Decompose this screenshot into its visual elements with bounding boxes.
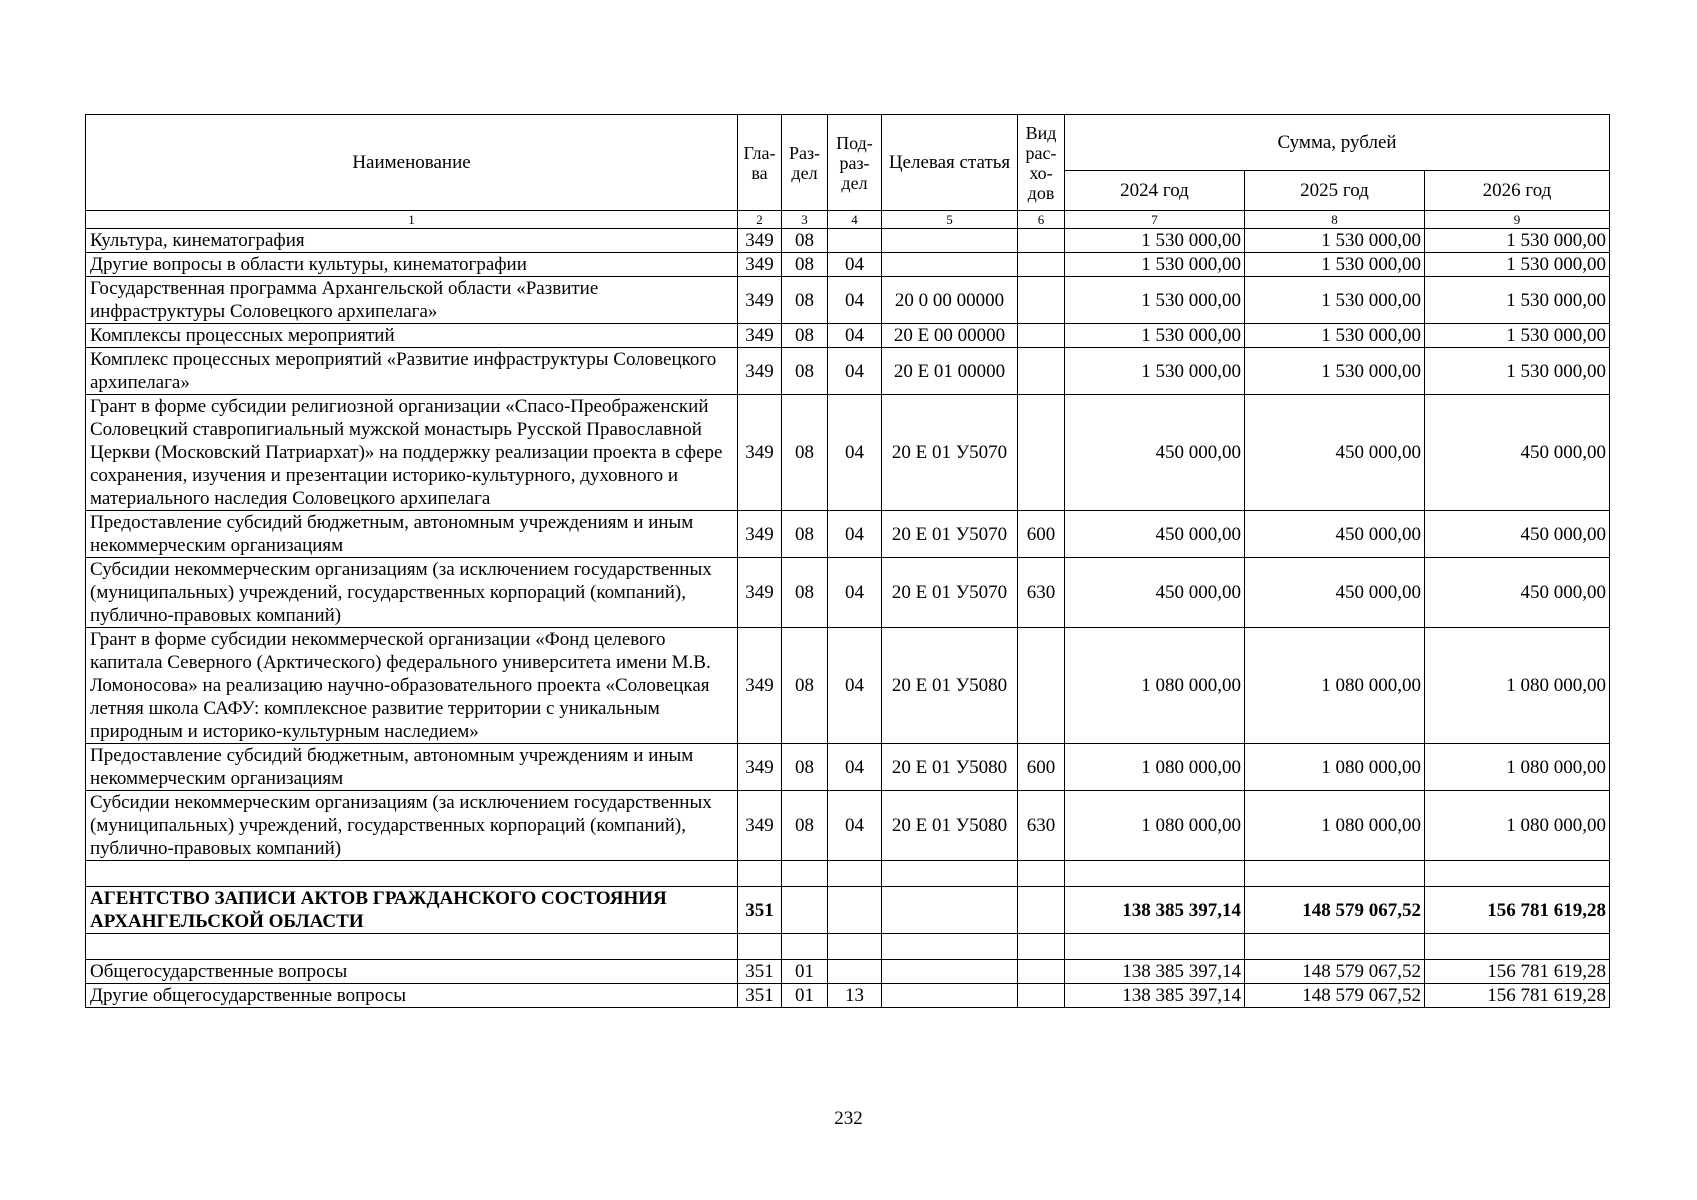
cell-subsection: 04 — [828, 324, 882, 348]
cell-sum-2024 — [1065, 934, 1245, 960]
cell-expense-type — [1018, 861, 1065, 887]
cell-chapter: 349 — [738, 277, 782, 324]
cell-sum-2025: 1 530 000,00 — [1245, 277, 1425, 324]
cell-sum-2026: 1 080 000,00 — [1425, 628, 1610, 744]
cell-section — [782, 861, 828, 887]
cell-subsection — [828, 887, 882, 934]
cell-target-article: 20 0 00 00000 — [882, 277, 1018, 324]
cell-chapter: 349 — [738, 558, 782, 628]
cell-target-article — [882, 984, 1018, 1008]
cell-section: 08 — [782, 348, 828, 395]
cell-name: Предоставление субсидий бюджетным, автономным учреждениям и иным некоммерческим организациям — [86, 744, 738, 791]
cell-name: Общегосударственные вопросы — [86, 960, 738, 984]
cell-expense-type — [1018, 960, 1065, 984]
budget-table — [85, 114, 1610, 1008]
cell-sum-2025: 450 000,00 — [1245, 395, 1425, 511]
table-spacer-row — [86, 934, 1610, 960]
table-row — [86, 984, 1610, 1008]
page-number: 232 — [834, 1108, 863, 1129]
cell-sum-2024: 1 530 000,00 — [1065, 253, 1245, 277]
cell-sum-2025: 1 530 000,00 — [1245, 253, 1425, 277]
cell-section: 08 — [782, 744, 828, 791]
column-number: 3 — [782, 211, 828, 229]
cell-expense-type: 600 — [1018, 744, 1065, 791]
cell-chapter — [738, 861, 782, 887]
cell-section: 08 — [782, 277, 828, 324]
cell-name — [86, 861, 738, 887]
cell-expense-type — [1018, 253, 1065, 277]
cell-subsection — [828, 960, 882, 984]
cell-sum-2025: 148 579 067,52 — [1245, 984, 1425, 1008]
cell-sum-2025 — [1245, 934, 1425, 960]
cell-chapter: 349 — [738, 395, 782, 511]
cell-expense-type — [1018, 628, 1065, 744]
cell-subsection: 04 — [828, 277, 882, 324]
cell-sum-2025: 1 530 000,00 — [1245, 324, 1425, 348]
cell-target-article — [882, 934, 1018, 960]
cell-sum-2026: 1 080 000,00 — [1425, 791, 1610, 861]
cell-sum-2025: 1 080 000,00 — [1245, 791, 1425, 861]
cell-sum-2026: 156 781 619,28 — [1425, 984, 1610, 1008]
table-row — [86, 253, 1610, 277]
cell-expense-type: 630 — [1018, 558, 1065, 628]
cell-section — [782, 934, 828, 960]
cell-sum-2026: 156 781 619,28 — [1425, 887, 1610, 934]
cell-sum-2026: 450 000,00 — [1425, 511, 1610, 558]
table-row — [86, 277, 1610, 324]
table-row — [86, 395, 1610, 511]
cell-expense-type: 630 — [1018, 791, 1065, 861]
cell-sum-2024: 450 000,00 — [1065, 558, 1245, 628]
cell-name: Предоставление субсидий бюджетным, автономным учреждениям и иным некоммерческим организациям — [86, 511, 738, 558]
cell-sum-2026 — [1425, 934, 1610, 960]
cell-sum-2024: 1 530 000,00 — [1065, 348, 1245, 395]
cell-chapter — [738, 934, 782, 960]
cell-expense-type — [1018, 887, 1065, 934]
cell-chapter: 349 — [738, 628, 782, 744]
header-sum: Сумма, рублей — [1065, 115, 1610, 171]
cell-chapter: 349 — [738, 511, 782, 558]
cell-target-article — [882, 229, 1018, 253]
cell-subsection: 13 — [828, 984, 882, 1008]
cell-expense-type — [1018, 229, 1065, 253]
cell-section: 08 — [782, 324, 828, 348]
cell-target-article: 20 Е 01 У5070 — [882, 511, 1018, 558]
cell-sum-2025: 1 080 000,00 — [1245, 744, 1425, 791]
cell-name: Другие общегосударственные вопросы — [86, 984, 738, 1008]
cell-target-article: 20 Е 01 У5070 — [882, 558, 1018, 628]
cell-subsection: 04 — [828, 628, 882, 744]
cell-section: 08 — [782, 628, 828, 744]
cell-target-article: 20 Е 01 00000 — [882, 348, 1018, 395]
cell-chapter: 349 — [738, 744, 782, 791]
cell-target-article — [882, 861, 1018, 887]
cell-subsection: 04 — [828, 791, 882, 861]
cell-sum-2026: 450 000,00 — [1425, 558, 1610, 628]
cell-subsection: 04 — [828, 253, 882, 277]
cell-sum-2025: 1 080 000,00 — [1245, 628, 1425, 744]
cell-expense-type — [1018, 395, 1065, 511]
cell-sum-2025: 1 530 000,00 — [1245, 229, 1425, 253]
cell-expense-type: 600 — [1018, 511, 1065, 558]
cell-sum-2026: 1 530 000,00 — [1425, 277, 1610, 324]
cell-sum-2026: 1 530 000,00 — [1425, 229, 1610, 253]
cell-subsection: 04 — [828, 395, 882, 511]
cell-sum-2026: 1 530 000,00 — [1425, 253, 1610, 277]
column-number: 8 — [1245, 211, 1425, 229]
cell-name: Комплексы процессных мероприятий — [86, 324, 738, 348]
cell-subsection: 04 — [828, 511, 882, 558]
cell-sum-2024: 1 530 000,00 — [1065, 229, 1245, 253]
column-number: 1 — [86, 211, 738, 229]
cell-target-article: 20 Е 01 У5080 — [882, 628, 1018, 744]
cell-name: Грант в форме субсидии некоммерческой организации «Фонд целевого капитала Северного (Арктического) федерального университета имени М.В. Ломоносова» на реализацию научно-образовательного проекта «Соловецкая летняя школа САФУ: комплексное развитие территории с уникальным природным и историко-культурным наследием» — [86, 628, 738, 744]
header-chapter: Гла-ва — [738, 115, 782, 211]
cell-sum-2024: 138 385 397,14 — [1065, 887, 1245, 934]
cell-sum-2025: 148 579 067,52 — [1245, 960, 1425, 984]
table-row — [86, 628, 1610, 744]
cell-sum-2025: 450 000,00 — [1245, 558, 1425, 628]
table-row — [86, 791, 1610, 861]
cell-sum-2025: 450 000,00 — [1245, 511, 1425, 558]
cell-sum-2024: 1 080 000,00 — [1065, 791, 1245, 861]
cell-section: 08 — [782, 253, 828, 277]
cell-sum-2024: 1 080 000,00 — [1065, 744, 1245, 791]
cell-name: Другие вопросы в области культуры, кинематографии — [86, 253, 738, 277]
cell-sum-2024: 1 080 000,00 — [1065, 628, 1245, 744]
cell-name: Государственная программа Архангельской области «Развитие инфраструктуры Соловецкого архипелага» — [86, 277, 738, 324]
column-number: 6 — [1018, 211, 1065, 229]
cell-chapter: 351 — [738, 887, 782, 934]
table-row — [86, 744, 1610, 791]
cell-sum-2026: 1 080 000,00 — [1425, 744, 1610, 791]
cell-subsection: 04 — [828, 348, 882, 395]
cell-sum-2025: 148 579 067,52 — [1245, 887, 1425, 934]
header-year-2025: 2025 год — [1245, 171, 1425, 211]
cell-section: 08 — [782, 511, 828, 558]
header-target-article: Целевая статья — [882, 115, 1018, 211]
cell-sum-2026 — [1425, 861, 1610, 887]
cell-section: 08 — [782, 229, 828, 253]
table-body — [86, 229, 1610, 1008]
header-expense-type: Вид рас-хо-дов — [1018, 115, 1065, 211]
cell-sum-2024: 1 530 000,00 — [1065, 324, 1245, 348]
cell-target-article: 20 Е 01 У5070 — [882, 395, 1018, 511]
cell-sum-2025 — [1245, 861, 1425, 887]
cell-sum-2026: 156 781 619,28 — [1425, 960, 1610, 984]
cell-expense-type — [1018, 984, 1065, 1008]
cell-name: Культура, кинематография — [86, 229, 738, 253]
cell-sum-2026: 1 530 000,00 — [1425, 348, 1610, 395]
column-number: 9 — [1425, 211, 1610, 229]
table-row — [86, 511, 1610, 558]
cell-target-article — [882, 253, 1018, 277]
cell-name: Грант в форме субсидии религиозной организации «Спасо-Преображенский Соловецкий ставропигиальный мужской монастырь Русской Православной Церкви (Московский Патриархат)» на поддержку реализации проекта в сфере сохранения, изучения и презентации историко-культурного, духовного и материального наследия Соловецкого архипелага — [86, 395, 738, 511]
table-row — [86, 324, 1610, 348]
cell-target-article: 20 Е 00 00000 — [882, 324, 1018, 348]
table-row — [86, 558, 1610, 628]
cell-section: 08 — [782, 791, 828, 861]
cell-target-article — [882, 960, 1018, 984]
header-section: Раз-дел — [782, 115, 828, 211]
cell-section: 08 — [782, 395, 828, 511]
header-year-2026: 2026 год — [1425, 171, 1610, 211]
table-row — [86, 229, 1610, 253]
table-header — [86, 115, 1610, 229]
table-row — [86, 887, 1610, 934]
cell-sum-2025: 1 530 000,00 — [1245, 348, 1425, 395]
cell-subsection — [828, 229, 882, 253]
cell-chapter: 351 — [738, 984, 782, 1008]
table-row — [86, 960, 1610, 984]
cell-expense-type — [1018, 934, 1065, 960]
cell-subsection — [828, 861, 882, 887]
cell-target-article — [882, 887, 1018, 934]
table-spacer-row — [86, 861, 1610, 887]
cell-sum-2024 — [1065, 861, 1245, 887]
cell-section: 01 — [782, 960, 828, 984]
cell-chapter: 349 — [738, 348, 782, 395]
cell-name: АГЕНТСТВО ЗАПИСИ АКТОВ ГРАЖДАНСКОГО СОСТОЯНИЯ АРХАНГЕЛЬСКОЙ ОБЛАСТИ — [86, 887, 738, 934]
cell-sum-2024: 1 530 000,00 — [1065, 277, 1245, 324]
header-subsection: Под-раз-дел — [828, 115, 882, 211]
cell-sum-2026: 450 000,00 — [1425, 395, 1610, 511]
cell-section — [782, 887, 828, 934]
cell-sum-2024: 450 000,00 — [1065, 511, 1245, 558]
cell-chapter: 349 — [738, 229, 782, 253]
cell-target-article: 20 Е 01 У5080 — [882, 744, 1018, 791]
cell-chapter: 349 — [738, 253, 782, 277]
cell-sum-2026: 1 530 000,00 — [1425, 324, 1610, 348]
cell-subsection — [828, 934, 882, 960]
cell-section: 01 — [782, 984, 828, 1008]
column-number: 4 — [828, 211, 882, 229]
header-year-2024: 2024 год — [1065, 171, 1245, 211]
cell-subsection: 04 — [828, 558, 882, 628]
cell-name: Субсидии некоммерческим организациям (за исключением государственных (муниципальных) учреждений, государственных корпораций (компаний), публично-правовых компаний) — [86, 558, 738, 628]
cell-expense-type — [1018, 324, 1065, 348]
column-number: 2 — [738, 211, 782, 229]
cell-chapter: 349 — [738, 324, 782, 348]
cell-name: Комплекс процессных мероприятий «Развитие инфраструктуры Соловецкого архипелага» — [86, 348, 738, 395]
table-row — [86, 348, 1610, 395]
cell-name — [86, 934, 738, 960]
cell-sum-2024: 138 385 397,14 — [1065, 984, 1245, 1008]
cell-name: Субсидии некоммерческим организациям (за исключением государственных (муниципальных) учреждений, государственных корпораций (компаний), публично-правовых компаний) — [86, 791, 738, 861]
column-number-row — [86, 211, 1610, 229]
cell-expense-type — [1018, 277, 1065, 324]
cell-expense-type — [1018, 348, 1065, 395]
header-name: Наименование — [86, 115, 738, 211]
cell-target-article: 20 Е 01 У5080 — [882, 791, 1018, 861]
column-number: 7 — [1065, 211, 1245, 229]
cell-chapter: 349 — [738, 791, 782, 861]
cell-subsection: 04 — [828, 744, 882, 791]
column-number: 5 — [882, 211, 1018, 229]
cell-section: 08 — [782, 558, 828, 628]
cell-sum-2024: 138 385 397,14 — [1065, 960, 1245, 984]
cell-chapter: 351 — [738, 960, 782, 984]
cell-sum-2024: 450 000,00 — [1065, 395, 1245, 511]
